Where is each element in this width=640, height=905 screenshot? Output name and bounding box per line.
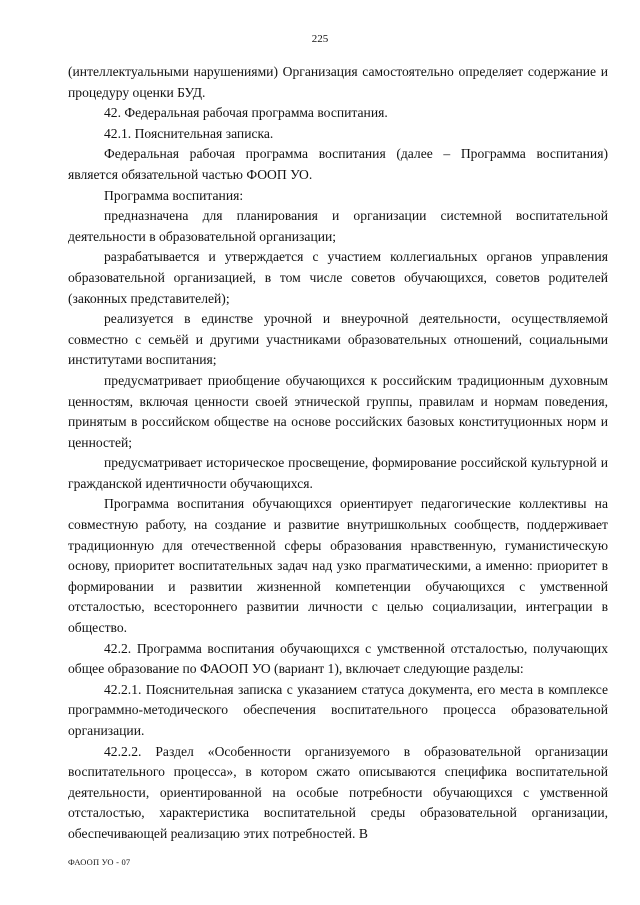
paragraph: Программа воспитания обучающихся ориентирует педагогические коллективы на совместную работу, на создание и развитие внутришкольных сообществ, поддерживает традиционную для отечественной сферы образования нравственную, гуманистическую основу, приоритет воспитательных задач над узко прагматическими, а именно: приоритет в формировании и развитии жизненной компетенции обучающихся с умственной отсталостью, всестороннего развитии личности с целью социализации, интеграции в общество. xyxy=(68,496,608,636)
list-item: предусматривает приобщение обучающихся к российским традиционным духовным ценностям, включая ценности своей этнической группы, правилам и нормам поведения, принятым в российском обществе на основе российских базовых конституционных норм и ценностей; xyxy=(68,372,608,450)
subsection-heading-42-1: 42.1. Пояснительная записка. xyxy=(104,125,274,141)
list-item: реализуется в единстве урочной и внеурочной деятельности, осуществляемой совместно с семьёй и другими участниками образовательных отношений, социальными институтами воспитания; xyxy=(68,311,608,368)
list-item: предусматривает историческое просвещение, формирование российской культурной и гражданской идентичности обучающихся. xyxy=(68,455,608,491)
paragraph: Программа воспитания: xyxy=(104,187,244,203)
paragraph: Федеральная рабочая программа воспитания (далее – Программа воспитания) является обязательной частью ФООП УО. xyxy=(68,146,608,182)
list-item: разрабатывается и утверждается с участием коллегиальных органов управления образовательной организацией, в том числе советов обучающихся, советов родителей (законных представителей); xyxy=(68,249,608,306)
paragraph-continuation: (интеллектуальными нарушениями) Организация самостоятельно определяет содержание и процедуру оценки БУД. xyxy=(68,64,608,100)
paragraph-42-2-2: 42.2.2. Раздел «Особенности организуемого в образовательной организации воспитательного процесса», в котором сжато описываются специфика воспитательной деятельности, ориентированной на особые потребности обучающихся с умственной отсталостью, характеристика воспитательной среды образовательной организации, обеспечивающей реализацию этих потребностей. В xyxy=(68,743,608,841)
section-heading-42: 42. Федеральная рабочая программа воспитания. xyxy=(104,105,388,121)
list-item: предназначена для планирования и организации системной воспитательной деятельности в образовательной организации; xyxy=(68,208,608,244)
paragraph-42-2-1: 42.2.1. Пояснительная записка с указанием статуса документа, его места в комплексе программно-методического обеспечения воспитательного процесса образовательной организации. xyxy=(68,681,608,738)
document-body xyxy=(68,62,608,845)
page-number: 225 xyxy=(311,33,329,45)
paragraph-42-2: 42.2. Программа воспитания обучающихся с умственной отсталостью, получающих общее образование по ФАООП УО (вариант 1), включает следующие разделы: xyxy=(68,640,608,677)
footer-code: ФАООП УО - 07 xyxy=(68,857,131,867)
